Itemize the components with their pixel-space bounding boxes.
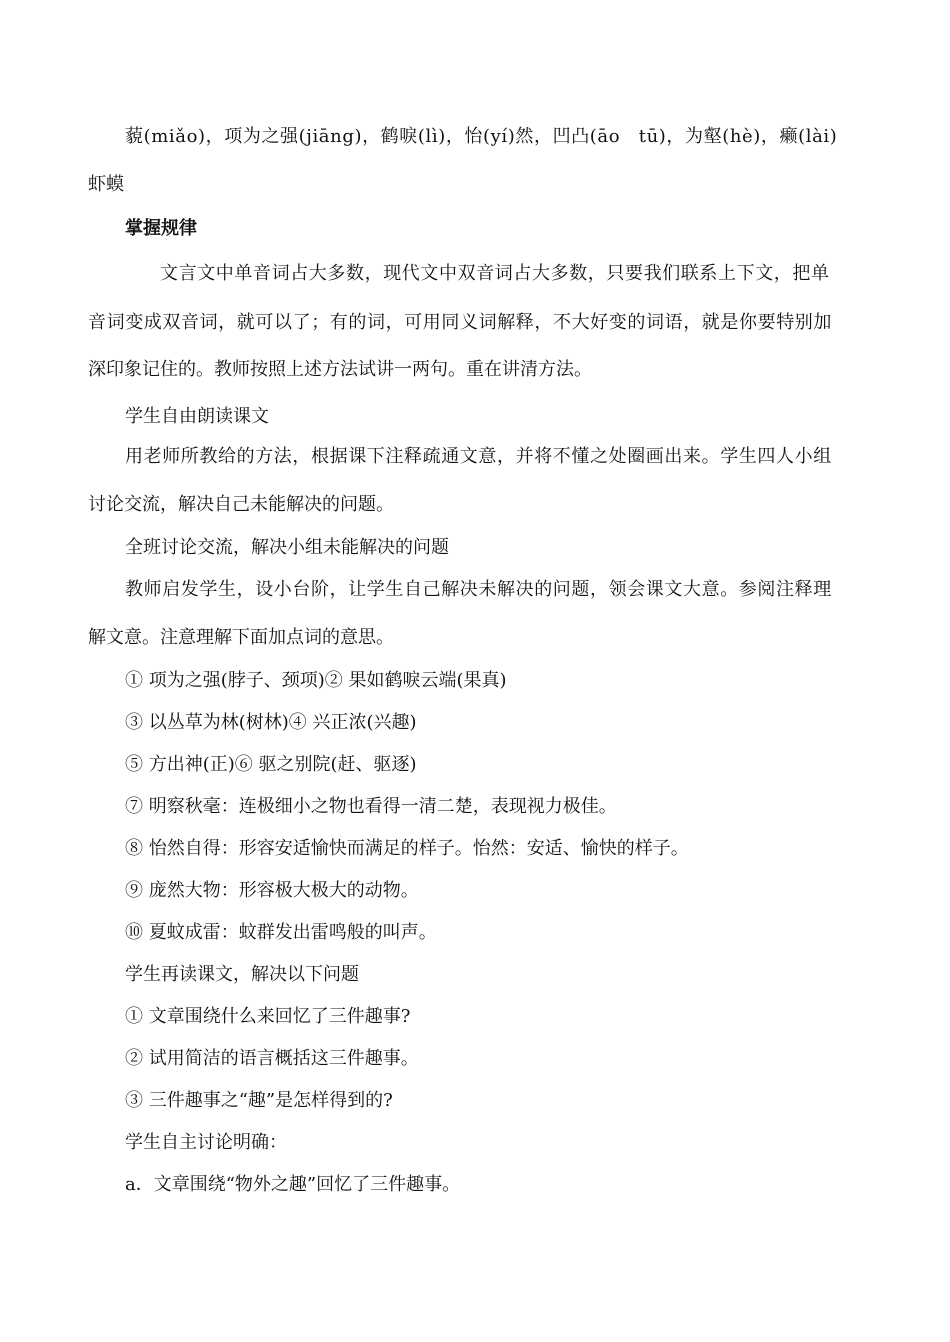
text-line: 学生自由朗读课文 — [125, 406, 269, 427]
list-item: ⑨ 庞然大物：形容极大极大的动物。 — [125, 880, 419, 901]
list-item: a．文章围绕“物外之趣”回忆了三件趣事。 — [125, 1174, 461, 1195]
list-item: ⑤ 方出神(正)⑥ 驱之别院(赶、驱逐) — [125, 754, 417, 775]
text-line: 解文意。注意理解下面加点词的意思。 — [88, 627, 394, 648]
list-item: ⑩ 夏蚊成雷：蚊群发出雷鸣般的叫声。 — [125, 922, 437, 943]
section-heading: 掌握规律 — [125, 218, 197, 239]
text-line: 学生自主讨论明确： — [125, 1132, 287, 1153]
list-item: ③ 三件趣事之“趣”是怎样得到的? — [125, 1090, 393, 1111]
list-item: ⑦ 明察秋毫：连极细小之物也看得一清二楚，表现视力极佳。 — [125, 796, 617, 817]
list-item: ① 文章围绕什么来回忆了三件趣事? — [125, 1006, 411, 1027]
list-item: ③ 以丛草为林(树林)④ 兴正浓(兴趣) — [125, 712, 417, 733]
text-line: 深印象记住的。教师按照上述方法试讲一两句。重在讲清方法。 — [88, 359, 592, 380]
text-line: 教师启发学生，设小台阶，让学生自己解决未解决的问题，领会课文大意。参阅注释理 — [125, 579, 832, 600]
list-item: ⑧ 怡然自得：形容安适愉快而满足的样子。怡然：安适、愉快的样子。 — [125, 838, 689, 859]
text-line: 学生再读课文，解决以下问题 — [125, 964, 359, 985]
text-line: 用老师所教给的方法，根据课下注释疏通文意，并将不懂之处圈画出来。学生四人小组 — [125, 446, 832, 467]
list-item: ① 项为之强(脖子、颈项)② 果如鹤唳云端(果真) — [125, 670, 507, 691]
text-line: 讨论交流，解决自己未能解决的问题。 — [88, 494, 394, 515]
text-line: 全班讨论交流，解决小组未能解决的问题 — [125, 537, 449, 558]
text-line: 藐(miǎo)，项为之强(jiāng)，鹤唳(lì)，怡(yí)然，凹凸(āo tū)，为壑(hè)，癞(lài) — [125, 126, 838, 147]
text-line: 虾蟆 — [88, 174, 124, 195]
list-item: ② 试用简洁的语言概括这三件趣事。 — [125, 1048, 419, 1069]
text-line: 音词变成双音词，就可以了；有的词，可用同义词解释，不大好变的词语，就是你要特别加 — [88, 312, 832, 333]
text-line: 文言文中单音词占大多数，现代文中双音词占大多数，只要我们联系上下文，把单 — [160, 263, 830, 284]
